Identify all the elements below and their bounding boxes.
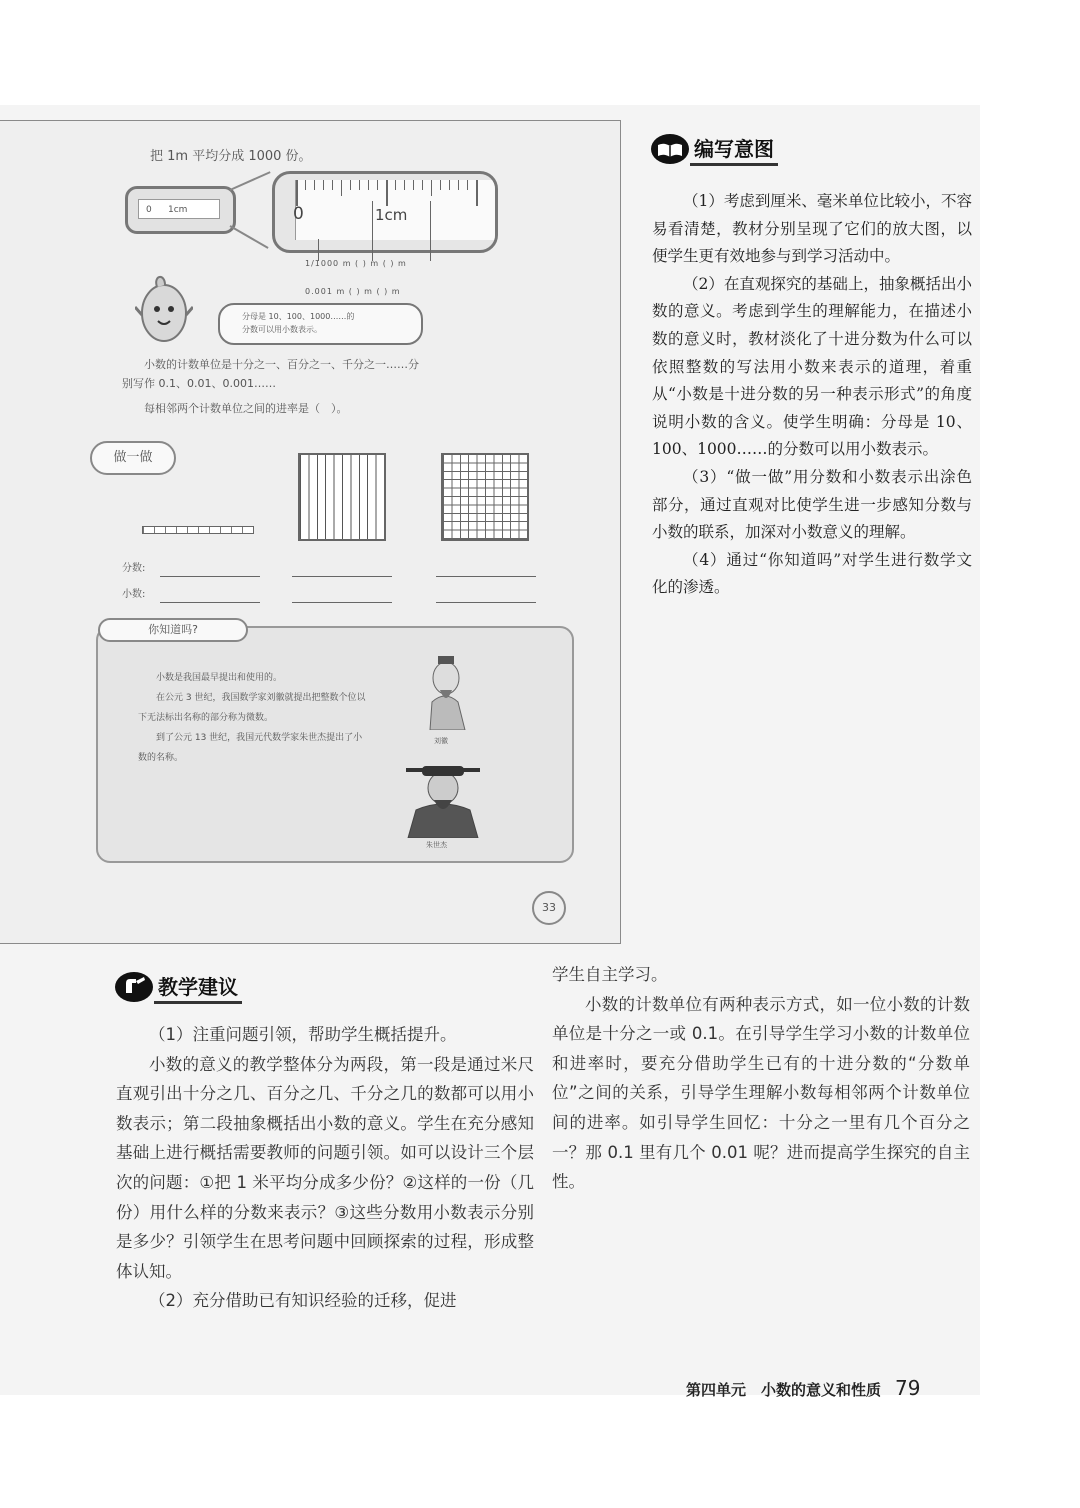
intent-paragraph: （2）在直观探究的基础上，抽象概括出小数的意义。考虑到学生的理解能力，在描述小数的意义时，教材淡化了十进分数为什么可以依照整数的写法用小数来表示的道理，着重从“小数是十进分数的另一种表示形式”的角度说明小数的含义。使学生明确：分母是 10、100、1000……的分数可以用小数表示。 [652,274,972,459]
suggestions-left-column [116,1020,534,1316]
ruler-tick [377,180,378,190]
portrait-caption: 朱世杰 [426,841,447,849]
ruler-tick [359,180,360,190]
zhu-shijie-portrait [398,758,488,838]
liu-hui-portrait [410,650,480,730]
did-you-know-text [138,668,368,768]
small-ruler-zero: 0 [146,205,152,215]
writing-intent-header [650,132,778,166]
unit-title: 第四单元 小数的意义和性质 [686,1381,882,1399]
ruler-tick [368,180,369,190]
counting-unit-line: 别写作 0.1、0.01、0.001…… [122,377,276,390]
know-paragraph: 在公元 3 世纪，我国数学家刘徽就提出把整数个位以下无法标出名称的部分称为微数。 [138,693,366,723]
intent-paragraph: （4）通过“你知道吗”对学生进行数学文化的渗透。 [652,550,972,597]
pointer-line [430,201,431,261]
magnified-ruler-label: 1cm [375,206,408,224]
fraction-blank-row: 1/1000 m ( ) m ( ) m [305,259,407,268]
speech-bubble [218,303,423,345]
do-it-label: 做一做 [90,441,176,475]
did-you-know-box [96,623,574,863]
suggestion-paragraph: （1）注重问题引领，帮助学生概括提升。 [149,1025,457,1044]
pointer-line [318,239,319,261]
counting-unit-line: 小数的计数单位是十分之一、百分之一、千分之一……分 [144,358,419,371]
ruler-tick [476,180,478,206]
ruler-tick [431,180,432,196]
intent-paragraph: （1）考虑到厘米、毫米单位比较小，不容易看清楚，教材分别呈现了它们的放大图，以便学生更有效地参与到学习活动中。 [652,192,972,266]
writing-intent-title: 编写意图 [690,133,778,166]
suggestion-paragraph: 小数的意义的教学整体分为两段，第一段是通过米尺直观引出十分之几、百分之几、千分之几的数都可以用小数表示；第二段抽象概括出小数的意义。学生在充分感知基础上进行概括需要教师的问题引领。如可以设计三个层次的问题：①把 1 米平均分成多少份？②这样的一份（几份）用什么样的分数来表示？③这些分数用小数表示分别是多少？引领学生在思考问题中回顾探索的过程，形成整体认知。 [116,1054,534,1281]
textbook-page-scan [0,120,621,944]
answer-blank [160,576,260,577]
portrait-caption: 刘徽 [434,737,448,745]
teaching-suggestions-title: 教学建议 [154,971,242,1004]
ruler-tick [314,180,315,190]
page-footer [686,1376,920,1400]
ruler-tick [458,180,459,190]
textbook-intro: 把 1m 平均分成 1000 份。 [150,149,312,164]
answer-blank [160,602,260,603]
suggestion-paragraph: （2）充分借助已有知识经验的迁移，促进 [149,1291,457,1311]
segmented-line-figure [142,526,254,534]
hundred-square-grid-figure [441,453,529,541]
mascot-character [135,271,193,346]
ruler-tick [332,180,333,190]
know-paragraph: 到了公元 13 世纪，我国元代数学家朱世杰提出了小数的名称。 [138,733,363,763]
teaching-suggestions-header [114,970,242,1004]
small-ruler-label: 1cm [168,205,188,215]
fraction-answer-label: 分数: [122,563,146,574]
suggestion-continuation: 学生自主学习。 [552,965,668,984]
ruler-tick [422,180,423,190]
suggestion-paragraph: 小数的计数单位有两种表示方式，如一位小数的计数单位是十分之一或 0.1。在引导学生学习小数的计数单位和进率时，要充分借助学生已有的十进分数的“分数单位”之间的关系，引导学生理解小数每相邻两个计数单位间的进率。如引导学生回忆：十分之一里有几个百分之一？那 0.1 里有几个 0.01 呢？进而提高学生探究的自主性。 [552,994,970,1192]
speech-line: 分数可以用小数表示。 [242,325,322,334]
counting-unit-text [122,355,582,393]
ruler-tick [449,180,450,190]
magnified-ruler-illustration [272,171,498,253]
ruler-tick [386,180,388,206]
ten-strip-grid-figure [298,453,386,541]
ruler-tick [404,180,405,190]
pointer-line [372,201,373,261]
ruler-tick [413,180,414,190]
decimal-answer-label: 小数: [122,589,146,600]
did-you-know-title: 你知道吗? [98,618,248,642]
speech-line: 分母是 10、100、1000……的 [242,312,355,321]
writing-intent-body [652,188,972,602]
open-book-icon [650,133,690,165]
ruler-tick [395,180,396,190]
ruler-tick [323,180,324,190]
answer-blank [292,576,392,577]
answer-blank [292,602,392,603]
answer-blank [436,602,536,603]
textbook-page-number: 33 [532,891,566,925]
ruler-tick [341,180,342,196]
ruler-tick [467,180,468,190]
ruler-tick [296,180,298,206]
page-number: 79 [895,1376,921,1400]
zoom-connector [230,225,269,249]
zoom-connector [230,171,271,191]
small-ruler-illustration [125,186,236,234]
ruler-tick [350,180,351,190]
answer-blank [436,576,536,577]
magnified-ruler-zero: 0 [293,204,304,224]
chalk-hand-icon [114,971,154,1003]
rate-question: 每相邻两个计数单位之间的进率是（ ）。 [144,402,348,415]
decimal-blank-row: 0.001 m ( ) m ( ) m [305,287,401,296]
ruler-tick [305,180,306,190]
ruler-tick [440,180,441,190]
suggestions-right-column [552,960,970,1197]
intent-paragraph: （3）“做一做”用分数和小数表示出涂色部分，通过直观对比使学生进一步感知分数与小数的联系，加深对小数意义的理解。 [652,467,972,542]
know-paragraph: 小数是我国最早提出和使用的。 [156,673,283,683]
